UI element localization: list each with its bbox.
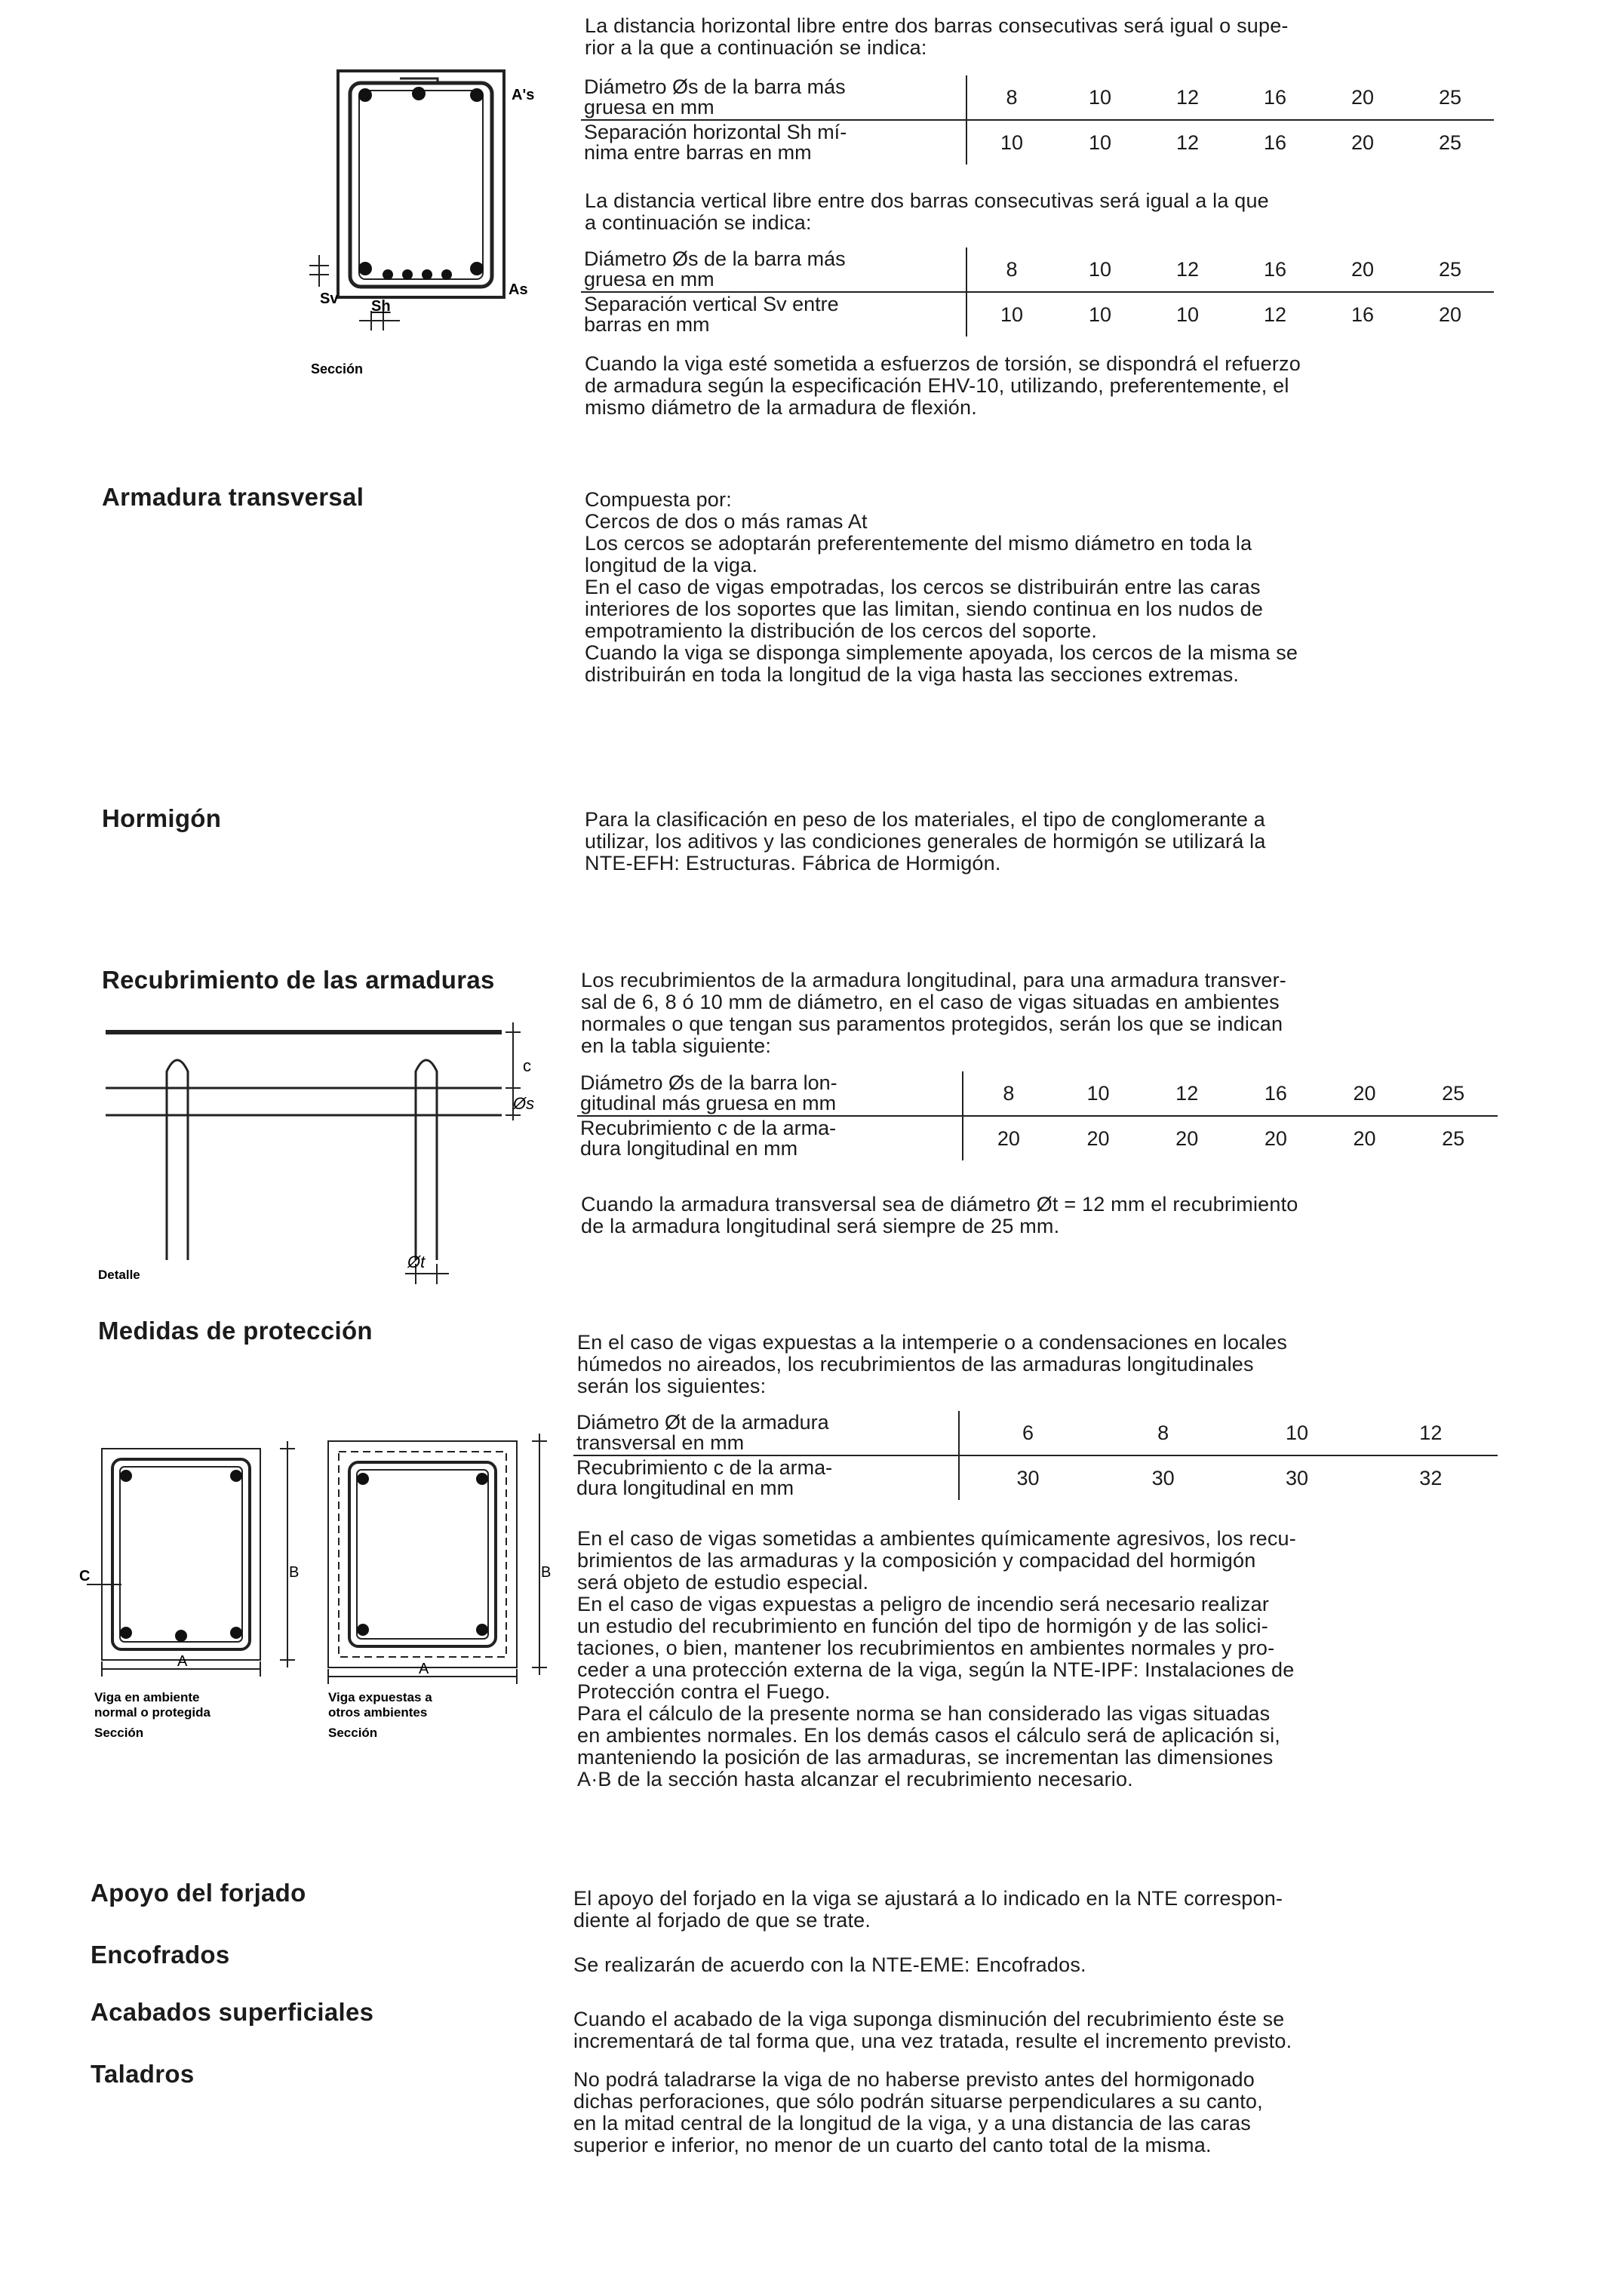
sep-mid: La distancia vertical libre entre dos barras consecutivas será igual a la que a continuación se indica: <box>585 189 1269 234</box>
caption-viga-otros-2: otros ambientes <box>328 1705 428 1720</box>
label-sh: Sh <box>371 298 391 315</box>
label-phis: Øs <box>513 1094 535 1113</box>
encofrados-text: Se realizarán de acuerdo con la NTE-EME: Encofrados. <box>573 1953 1086 1976</box>
figure-proteccion <box>72 1426 570 1743</box>
hormigon-text: Para la clasificación en peso de los materiales, el tipo de conglomerante a utilizar, los aditivos y las condiciones generales de hormigón se utilizará la NTE-EFH: Estructuras. Fábrica de Hormigón. <box>585 808 1266 874</box>
label-sv: Sv <box>320 290 339 307</box>
label-as-top: A's <box>512 87 535 103</box>
heading-medidas: Medidas de protección <box>98 1317 373 1345</box>
table-recubrimiento: Diámetro Øs de la barra lon- gitudinal más gruesa en mm 8 10 12 16 20 25 Recubrimiento c de la arma- dura longitudinal en mm 20 20 20 20 20 25 <box>577 1071 1498 1160</box>
label-b-left: B <box>289 1564 300 1581</box>
label-c-left: C <box>79 1568 91 1584</box>
caption-seccion-1: Sección <box>94 1726 144 1740</box>
sep-torsion: Cuando la viga esté sometida a esfuerzos de torsión, se dispondrá el refuerzo de armadura según la especificación EHV-10, utilizando, preferentemente, el mismo diámetro de la armadura de flexión. <box>585 352 1301 419</box>
figure-detalle <box>94 1019 562 1290</box>
caption-viga-normal-1: Viga en ambiente <box>94 1690 200 1704</box>
caption-seccion: Sección <box>311 361 364 377</box>
taladros-text: No podrá taladrarse la viga de no haberse previsto antes del hormigonado dichas perforaciones, que sólo podrán situarse perpendiculares a su canto, en la mitad central de la longitud de la viga, y a una distancia de las caras superior e inferior, no menor de un cuarto del canto total de la misma. <box>573 2068 1263 2156</box>
caption-viga-normal-2: normal o protegida <box>94 1705 210 1720</box>
medidas-intro: En el caso de vigas expuestas a la intemperie o a condensaciones en locales húmedos no aireados, los recubrimientos de las armaduras longitudinales serán los siguientes: <box>577 1331 1288 1397</box>
label-b-right: B <box>541 1564 552 1581</box>
heading-acabados: Acabados superficiales <box>91 1998 374 2026</box>
heading-taladros: Taladros <box>91 2060 195 2088</box>
acabados-text: Cuando el acabado de la viga suponga disminución del recubrimiento éste se incrementará de tal forma que, una vez tratada, resulte el incremento previsto. <box>573 2008 1292 2052</box>
heading-hormigon: Hormigón <box>102 804 222 832</box>
figure-section-bars <box>287 60 543 385</box>
heading-apoyo: Apoyo del forjado <box>91 1879 306 1907</box>
medidas-after: En el caso de vigas sometidas a ambientes químicamente agresivos, los recu- brimientos de las armaduras y la composición y compacidad del hormigón será objeto de estudio especial. En el caso de vigas expuestas a peligro de incendio será necesario realizar un estudio del recubrimiento en función del tipo de hormigón y de las solici- taciones, o bien, mantener los recubrimientos en ambientes normales y pro- ceder a una protección externa de la viga, según la NTE-IPF: Instalaciones de Protección contra el Fuego. Para el cálculo de la presente norma se han considerado las vigas situadas en ambientes normales. En los demás casos el cálculo será de aplicación si, manteniendo la posición de las armaduras, se incrementan las dimensiones A·B de la sección hasta alcanzar el recubrimiento necesario. <box>577 1527 1296 1790</box>
table-proteccion: Diámetro Øt de la armadura transversal en mm 6 8 10 12 Recubrimiento c de la arma- dura longitudinal en mm 30 30 30 32 <box>573 1411 1498 1500</box>
transversal-text: Compuesta por: Cercos de dos o más ramas At Los cercos se adoptarán preferentemente del mismo diámetro en toda la longitud de la viga. En el caso de vigas empotradas, los cercos se distribuirán entre las caras interiores de los soportes que las limitan, siendo continua en los nudos de empotramiento la distribución de los cercos del soporte. Cuando la viga se disponga simplemente apoyada, los cercos de la misma se distribuirán en toda la longitud de la viga hasta las secciones extremas. <box>585 488 1298 686</box>
label-a-left: A <box>177 1653 188 1670</box>
caption-detalle: Detalle <box>98 1268 140 1282</box>
label-phit: Øt <box>407 1253 426 1271</box>
table-horizontal-spacing: Diámetro Øs de la barra más gruesa en mm 8 10 12 16 20 25 Separación horizontal Sh mí- nima entre barras en mm 10 10 12 16 20 25 <box>581 75 1494 164</box>
label-as-bot: As <box>509 281 528 298</box>
recub-note: Cuando la armadura transversal sea de diámetro Øt = 12 mm el recubrimiento de la armadura longitudinal será siempre de 25 mm. <box>581 1193 1298 1237</box>
recub-intro: Los recubrimientos de la armadura longitudinal, para una armadura transver- sal de 6, 8 ó 10 mm de diámetro, en el caso de vigas situadas en ambientes normales o que tengan sus paramentos protegidos, serán los que se indican en la tabla siguiente: <box>581 969 1286 1057</box>
label-c: c <box>523 1056 531 1075</box>
apoyo-text: El apoyo del forjado en la viga se ajustará a lo indicado en la NTE correspon- diente al forjado de que se trate. <box>573 1887 1283 1932</box>
caption-seccion-2: Sección <box>328 1726 378 1740</box>
label-a-right: A <box>419 1661 429 1677</box>
sep-intro: La distancia horizontal libre entre dos barras consecutivas será igual o supe- rior a la que a continuación se indica: <box>585 14 1289 59</box>
heading-armadura-transversal: Armadura transversal <box>102 483 364 511</box>
caption-viga-otros-1: Viga expuestas a <box>328 1690 432 1704</box>
heading-recubrimiento: Recubrimiento de las armaduras <box>102 966 495 994</box>
stirrup <box>350 83 492 287</box>
table-vertical-spacing: Diámetro Øs de la barra más gruesa en mm 8 10 12 16 20 25 Separación vertical Sv entre barras en mm 10 10 10 12 16 20 <box>581 247 1494 337</box>
heading-encofrados: Encofrados <box>91 1941 230 1969</box>
